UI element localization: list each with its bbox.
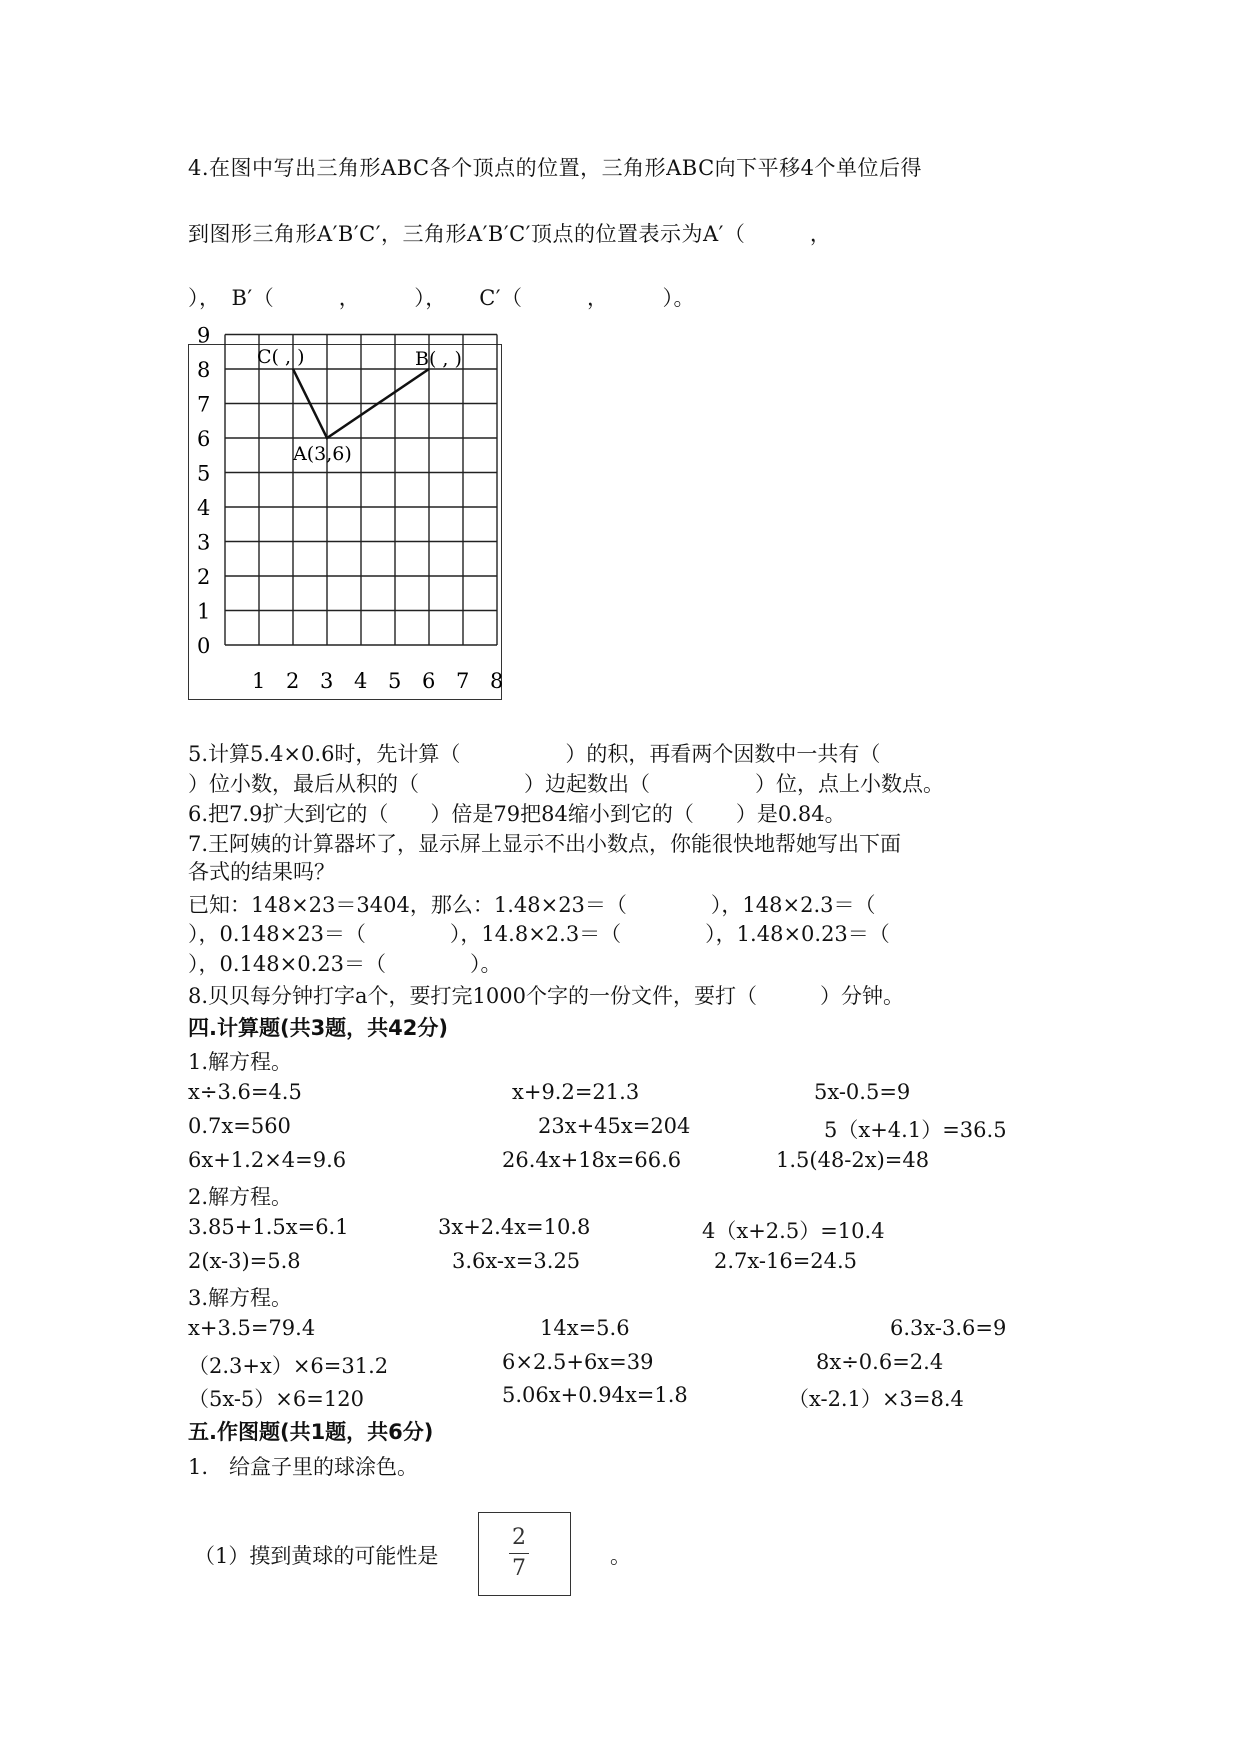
- equation: 3.6x-x=3.25: [452, 1249, 581, 1273]
- q6-line1: 6.把7.9扩大到它的（ ）倍是79把84缩小到它的（ ）是0.84。: [188, 802, 846, 826]
- equation: 26.4x+18x=66.6: [502, 1148, 682, 1172]
- q7-line1: 7.王阿姨的计算器坏了，显示屏上显示不出小数点，你能很快地帮她写出下面: [188, 832, 902, 856]
- y-tick-label: 1: [197, 599, 211, 624]
- section4-title: 四.计算题(共3题，共42分): [188, 1016, 449, 1040]
- equation: 0.7x=560: [188, 1114, 291, 1138]
- q8-line1: 8.贝贝每分钟打字a个，要打完1000个字的一份文件，要打（ ）分钟。: [188, 984, 904, 1008]
- q7-line4: ），0.148×23＝（ ），14.8×2.3＝（ ），1.48×0.23＝（: [188, 922, 890, 946]
- q4-line2: 到图形三角形A′B′C′，三角形A′B′C′顶点的位置表示为A′（ ，: [188, 222, 832, 246]
- q7-line2: 各式的结果吗？: [188, 860, 335, 884]
- equation: （5x-5）×6=120: [188, 1387, 364, 1411]
- x-tick-label: 1: [252, 669, 266, 693]
- y-tick-label: 6: [197, 427, 211, 451]
- equation: 14x=5.6: [540, 1316, 630, 1340]
- equation: 8x÷0.6=2.4: [816, 1350, 944, 1374]
- equation: 4（x+2.5）=10.4: [702, 1219, 885, 1243]
- y-tick-label: 3: [197, 530, 211, 555]
- y-tick-label: 9: [197, 323, 211, 348]
- fraction-numerator: 2: [512, 1525, 526, 1550]
- vertex-c-label: C( , ): [257, 346, 305, 368]
- section5-sub1-end: 。: [610, 1544, 631, 1568]
- x-tick-label: 5: [388, 669, 402, 693]
- coordinate-grid-figure: [188, 323, 504, 700]
- q4-line3: ）， B′（ ， ）， C′（ ， ）。: [188, 286, 696, 310]
- fraction-bar: [509, 1553, 529, 1554]
- x-tick-label: 4: [354, 669, 368, 693]
- x-tick-label: 8: [490, 669, 504, 693]
- equation: 6×2.5+6x=39: [502, 1350, 654, 1374]
- y-tick-label: 4: [197, 496, 211, 520]
- q5-line1: 5.计算5.4×0.6时，先计算（ ）的积，再看两个因数中一共有（: [188, 742, 881, 766]
- equation: x+9.2=21.3: [512, 1080, 640, 1104]
- equation: 23x+45x=204: [538, 1114, 691, 1138]
- equation: 1.5(48-2x)=48: [776, 1148, 930, 1172]
- coordinate-grid: [189, 323, 504, 698]
- equation: （x-2.1）×3=8.4: [788, 1387, 964, 1411]
- y-tick-label: 7: [197, 392, 211, 417]
- x-tick-label: 7: [456, 669, 470, 693]
- equation: 3x+2.4x=10.8: [438, 1215, 591, 1239]
- section5-title: 五.作图题(共1题，共6分): [188, 1420, 434, 1444]
- equation: 5x-0.5=9: [814, 1080, 911, 1104]
- y-tick-label: 5: [197, 461, 211, 486]
- section4-p2-label: 2.解方程。: [188, 1185, 293, 1209]
- q7-line5: ），0.148×0.23＝（ ）。: [188, 952, 502, 976]
- q4-line1: 4.在图中写出三角形ABC各个顶点的位置，三角形ABC向下平移4个单位后得: [188, 156, 923, 180]
- q7-line3: 已知：148×23＝3404，那么：1.48×23＝（ ），148×2.3＝（: [188, 893, 876, 917]
- equation: 2(x-3)=5.8: [188, 1249, 301, 1273]
- y-tick-label: 0: [197, 634, 211, 658]
- equation: 6.3x-3.6=9: [890, 1316, 1007, 1340]
- equation: 3.85+1.5x=6.1: [188, 1215, 349, 1239]
- fraction-box: [478, 1512, 571, 1596]
- x-tick-label: 6: [422, 669, 436, 693]
- equation: 6x+1.2×4=9.6: [188, 1148, 347, 1172]
- equation: （2.3+x）×6=31.2: [188, 1354, 389, 1378]
- equation: x+3.5=79.4: [188, 1316, 316, 1340]
- equation: 2.7x-16=24.5: [714, 1249, 858, 1273]
- y-tick-label: 8: [197, 358, 211, 382]
- equation: 5.06x+0.94x=1.8: [502, 1383, 688, 1407]
- section4-p3-label: 3.解方程。: [188, 1286, 293, 1310]
- vertex-a-label: A(3,6): [293, 443, 352, 465]
- section5-q1: 1. 给盒子里的球涂色。: [188, 1455, 419, 1479]
- vertex-b-label: B( , ): [415, 348, 462, 370]
- x-tick-label: 3: [320, 669, 334, 693]
- y-tick-label: 2: [197, 565, 211, 589]
- section4-p1-label: 1.解方程。: [188, 1050, 293, 1074]
- section5-sub1-label: （1）摸到黄球的可能性是: [194, 1544, 439, 1568]
- equation: 5（x+4.1）=36.5: [824, 1118, 1007, 1142]
- q5-line2: ）位小数，最后从积的（ ）边起数出（ ）位，点上小数点。: [188, 772, 944, 796]
- x-tick-label: 2: [286, 669, 300, 693]
- fraction-denominator: 7: [512, 1556, 526, 1581]
- equation: x÷3.6=4.5: [188, 1080, 302, 1104]
